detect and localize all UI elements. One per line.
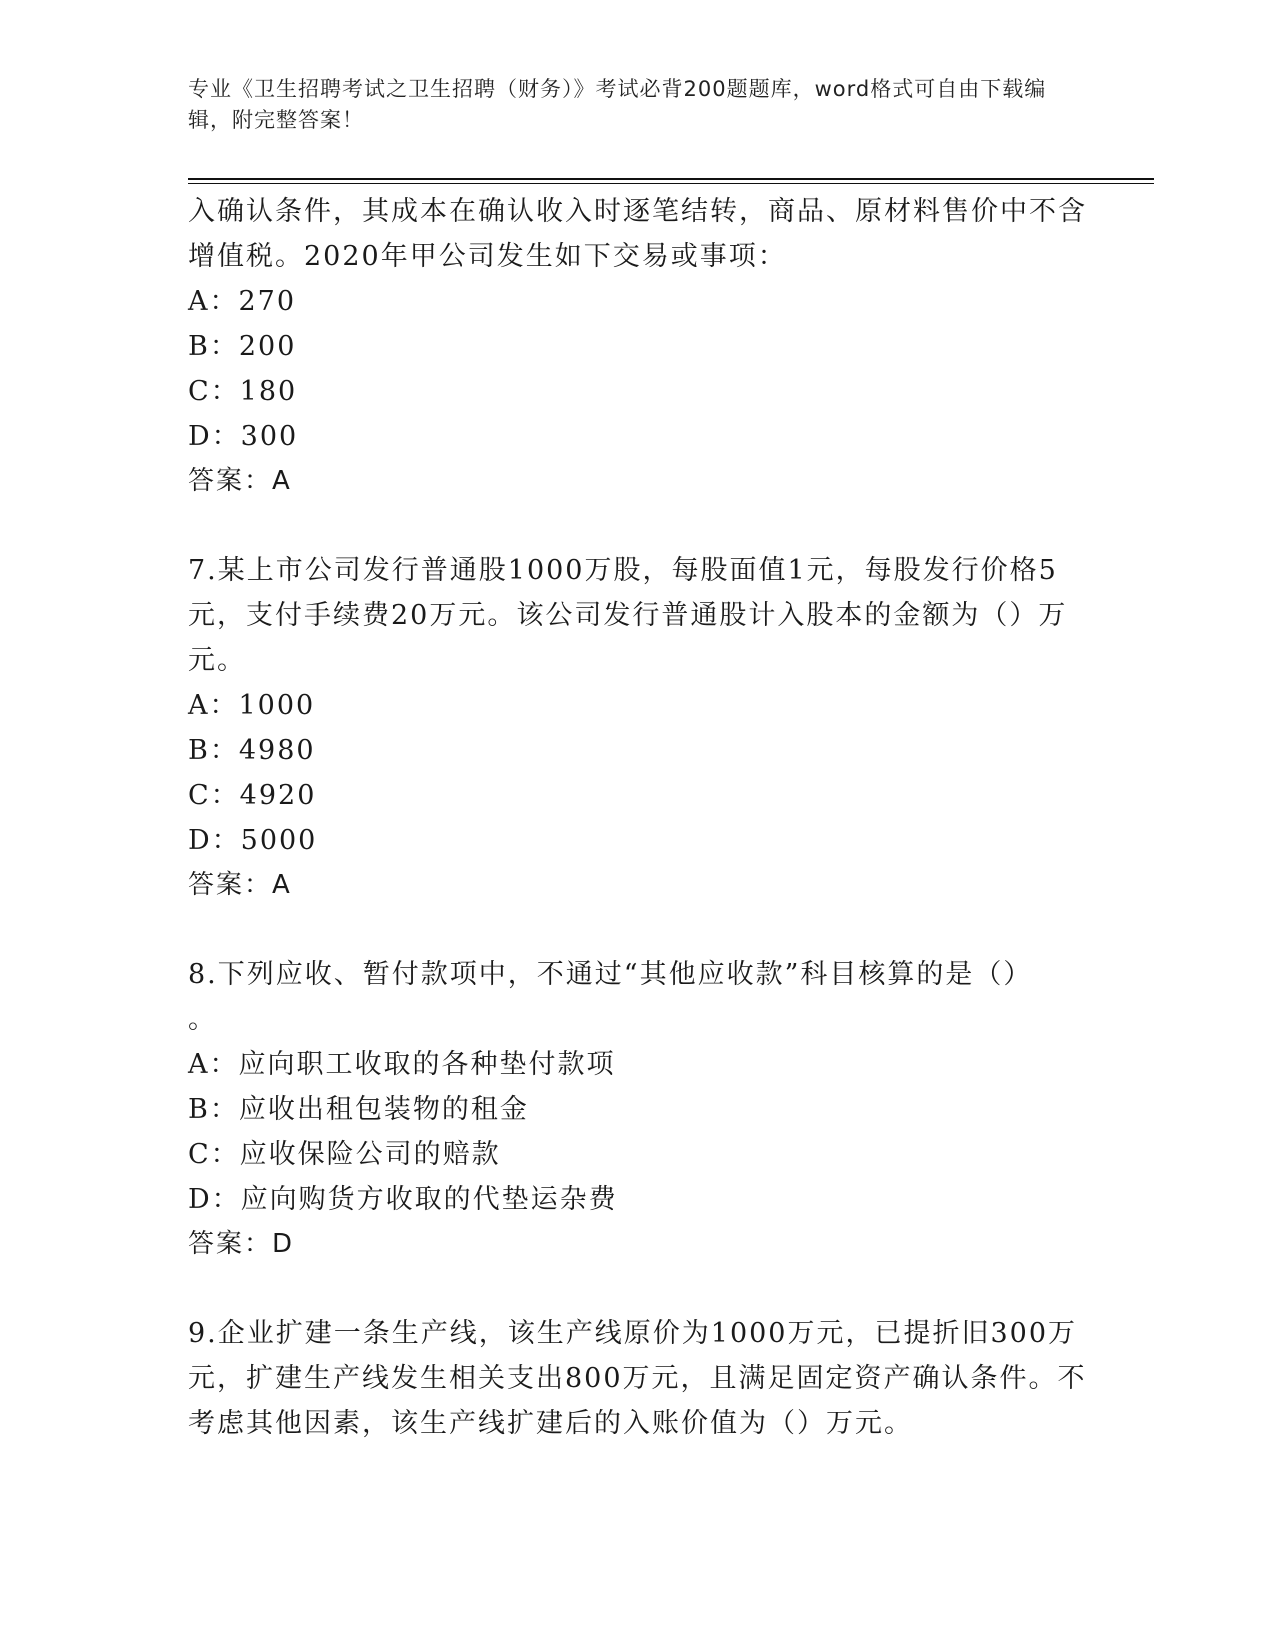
option-d: D：5000: [188, 825, 318, 856]
option-a: A：270: [188, 286, 297, 317]
question-7: [188, 548, 1088, 908]
option-b: B：200: [188, 331, 297, 362]
question-text-tail: 。: [188, 1004, 217, 1035]
answer: 答案：A: [188, 870, 292, 900]
option-d: D：300: [188, 421, 299, 452]
question-continued: [188, 189, 1088, 504]
option-c: C：4920: [188, 780, 317, 811]
question-text: 8.下列应收、暂付款项中，不通过“其他应收款”科目核算的是（）: [188, 959, 1033, 990]
header-rule-thin: [188, 183, 1154, 184]
question-text: 7.某上市公司发行普通股1000万股，每股面值1元，每股发行价格5元，支付手续费20万元。该公司发行普通股计入股本的金额为（）万元。: [188, 555, 1068, 676]
question-text: 9.企业扩建一条生产线，该生产线原价为1000万元，已提折旧300万元，扩建生产线发生相关支出800万元，且满足固定资产确认条件。不考虑其他因素，该生产线扩建后的入账价值为（）万元。: [188, 1318, 1087, 1439]
option-a: A：应向职工收取的各种垫付款项: [188, 1049, 616, 1080]
option-d: D：应向购货方收取的代垫运杂费: [188, 1184, 618, 1215]
option-a: A：1000: [188, 690, 316, 721]
header-rule-thick: [188, 178, 1154, 180]
question-9: [188, 1311, 1088, 1446]
option-b: B：应收出租包装物的租金: [188, 1094, 529, 1125]
option-c: C：应收保险公司的赔款: [188, 1139, 501, 1170]
question-text: 入确认条件，其成本在确认收入时逐笔结转，商品、原材料售价中不含增值税。2020年甲公司发生如下交易或事项：: [188, 196, 1087, 272]
document-header: 专业《卫生招聘考试之卫生招聘（财务）》考试必背200题题库，word格式可自由下载编辑，附完整答案！: [188, 77, 1047, 132]
option-c: C：180: [188, 376, 298, 407]
option-b: B：4980: [188, 735, 316, 766]
answer: 答案：D: [188, 1229, 295, 1259]
question-8: [188, 952, 1088, 1267]
answer: 答案：A: [188, 466, 292, 496]
document-body: [188, 189, 1088, 1446]
